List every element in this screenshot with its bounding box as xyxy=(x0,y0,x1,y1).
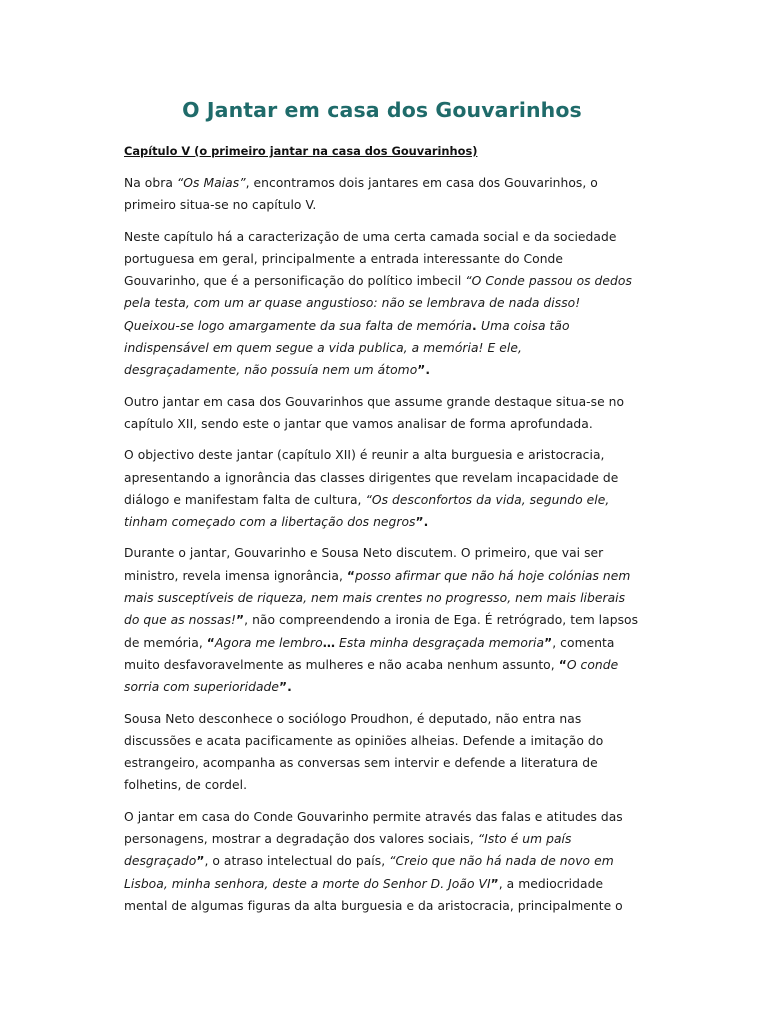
p5-quote-text-g: Agora me lembro xyxy=(214,635,323,650)
p1-text-e: , encontramos dois jantares em casa dos Gouvarinhos, o primeiro situa-se no capítulo V. xyxy=(124,176,598,213)
paragraph-5 xyxy=(124,542,640,698)
p5-text-e: , não compreendendo a ironia de Ega. É retrógrado, tem lapsos de memória, xyxy=(124,613,639,650)
p2-quote-text-c: O Conde passou os dedos pela testa, com um ar quase angustioso: não se lembrava de nada disso! Queixou-se logo amargamente da sua falta de memória xyxy=(124,274,632,333)
p5-text-a: Durante o jantar, Gouvarinho e Sousa Neto discutem. O primeiro, que vai ser ministro, revela imensa ignorância, xyxy=(124,546,604,583)
p4-text-a: O objectivo deste jantar (capítulo XII) é reunir a alta burguesia e aristocracia, apresentando a ignorância das classes dirigentes que revelam incapacidade de diálogo e manifestam falta de cultura, xyxy=(124,448,619,507)
paragraph-1 xyxy=(124,172,640,217)
p2-period: . xyxy=(471,318,482,333)
paragraph-6 xyxy=(124,708,640,797)
p1-quote-close: ” xyxy=(239,176,246,190)
p7-quote-close: ” xyxy=(196,854,205,869)
p5-ellipsis: … xyxy=(322,635,336,650)
p7-quote-text-e: “Creio que não há nada de novo em Lisboa, minha senhora, deste a morte do Senhor D. João VI xyxy=(124,854,614,891)
p5-quote-open-3: “ xyxy=(558,657,567,672)
p5-quote-close-2: ” xyxy=(544,635,553,650)
p5-quote-close-3: ”. xyxy=(279,680,292,695)
p5-quote-text-i: Esta minha desgraçada memoria xyxy=(335,635,545,650)
chapter-subtitle: Capítulo V (o primeiro jantar na casa dos Gouvarinhos) xyxy=(124,144,478,158)
paragraph-2 xyxy=(124,226,640,382)
p5-quote-open: “ xyxy=(346,568,356,583)
p5-quote-open-2: “ xyxy=(206,635,215,650)
paragraph-3 xyxy=(124,391,640,436)
p5-text-k: , comenta muito desfavoravelmente as mulheres e não acaba nenhum assunto, xyxy=(124,635,615,672)
p7-quote-close-2: ” xyxy=(490,876,499,891)
p1-text-a: Na obra xyxy=(124,176,177,190)
paragraph-4 xyxy=(124,444,640,533)
p3-text-a: Outro jantar em casa dos Gouvarinhos que assume grande destaque situa-se no capítulo XII, sendo este o jantar que vamos analisar de forma aprofundada. xyxy=(124,394,625,431)
p7-text-a: O jantar em casa do Conde Gouvarinho permite através das falas e atitudes das personagens, mostrar a degradação dos valores sociais, xyxy=(124,809,623,847)
p5-quote-text-c: posso afirmar que não há hoje colónias nem mais susceptíveis de riqueza, nem mais crentes no progresso, nem mais liberais do que as nossas! xyxy=(124,568,631,628)
document-title: O Jantar em casa dos Gouvarinhos xyxy=(182,98,582,122)
p6-text-a: Sousa Neto desconhece o sociólogo Proudhon, é deputado, não entra nas discussões e acata pacificamente as opiniões alheias. Defende a imitação do estrangeiro, acompanha as conversas sem intervir e defende a literatura de folhetins, de cordel. xyxy=(124,711,604,793)
p1-quote-open: “ xyxy=(176,176,184,190)
p2-quote-open: “ xyxy=(465,274,472,289)
p1-book-title: Os Maias xyxy=(183,176,240,190)
p2-quote-text-e: Uma coisa tão indispensável em quem segue a vida publica, a memória! E ele, desgraçadamente, não possuía nem um átomo xyxy=(124,318,570,378)
p2-text-a: Neste capítulo há a caracterização de uma certa camada social e da sociedade portuguesa em geral, principalmente a entrada interessante do Conde Gouvarinho, que é a personificação do político imbecil xyxy=(124,229,617,289)
p5-quote-text-m: O conde sorria com superioridade xyxy=(124,657,619,695)
p7-quote-text-b: “Isto é um país desgraçado xyxy=(124,832,572,869)
paragraph-7 xyxy=(124,806,640,917)
p7-text-g: , a mediocridade mental de algumas figuras da alta burguesia e da aristocracia, principalmente o xyxy=(124,876,623,913)
p4-quote-text: “Os desconfortos da vida, segundo ele, tinham começado com a libertação dos negros xyxy=(124,492,610,530)
p2-quote-close: ”. xyxy=(417,363,431,378)
p7-text-d: , o atraso intelectual do país, xyxy=(204,854,390,869)
p4-quote-close: ”. xyxy=(415,515,429,530)
p5-quote-close: ” xyxy=(236,613,245,628)
